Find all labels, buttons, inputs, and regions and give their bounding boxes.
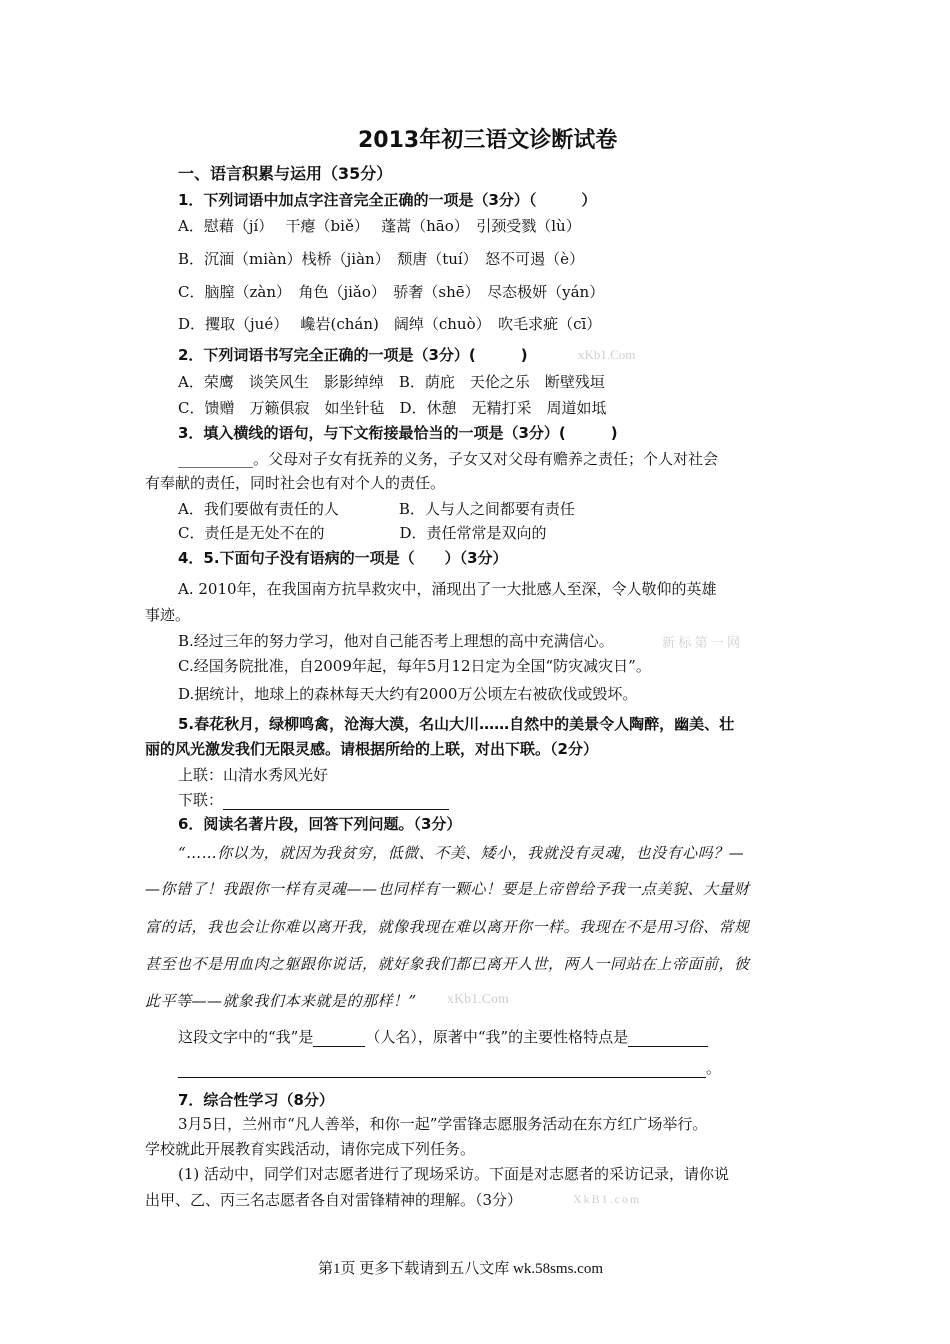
q4-stem: 4．5.下面句子没有语病的一项是（ ）（3分） <box>178 549 508 567</box>
q3-options-ab: A．我们要做有责任的人 B．人与人之间都要有责任 <box>178 500 575 518</box>
q6-question-part1: 这段文字中的“我”是 <box>178 1028 314 1046</box>
q6-trait-blank[interactable] <box>628 1030 708 1047</box>
q3-stem: 3．填入横线的语句，与下文衔接最恰当的一项是（3分）( ) <box>178 424 618 442</box>
q6-passage-line4: 甚至也不是用血肉之躯跟你说话，就好象我们都已离开人世，两人一同站在上帝面前，彼 <box>145 955 750 973</box>
q4-option-b: B.经过三年的努力学习，他对自己能否考上理想的高中充满信心。 <box>178 632 614 650</box>
q4-option-a-line1: A. 2010年，在我国南方抗旱救灾中，涌现出了一大批感人至深，令人敬仰的英雄 <box>178 580 717 598</box>
q7-stem: 7．综合性学习（8分） <box>178 1091 334 1109</box>
q2-options-ab: A．荣鹰 谈笑风生 影影绰绰 B．荫庇 天伦之乐 断壁残垣 <box>178 373 605 391</box>
q5-stem-line2: 丽的风光激发我们无限灵感。请根据所给的上联，对出下联。（2分） <box>145 740 598 758</box>
page-footer: 第1页 更多下载请到五八文库 wk.58sms.com <box>318 1261 604 1277</box>
q1-stem: 1．下列词语中加点字注音完全正确的一项是（3分）（ ） <box>178 191 597 209</box>
page-title: 2013年初三语文诊断试卷 <box>358 128 618 153</box>
watermark: xKb1.Com <box>578 347 636 362</box>
q6-passage-line3: 富的话，我也会让你难以离开我，就像我现在难以离开你一样。我现在不是用习俗、常规 <box>145 918 750 936</box>
q6-name-blank[interactable] <box>313 1030 365 1047</box>
watermark: xKb1.Com <box>447 992 509 1007</box>
q3-text-line2: 有奉献的责任，同时社会也有对个人的责任。 <box>145 474 446 492</box>
q6-question-line <box>178 1026 708 1047</box>
q3-text-line1: __________。父母对子女有抚养的义务，子女又对父母有赡养之责任；个人对社会 <box>178 450 719 468</box>
q1-option-c: C．脑膣（zàn） 角色（jiǎo） 骄奢（shē） 尽态极妍（yán） <box>178 283 605 301</box>
q7-para-line1: 3月5日，兰州市“凡人善举，和你一起”学雷锋志愿服务活动在东方红广场举行。 <box>178 1115 708 1133</box>
q6-question-part2: （人名），原著中“我”的主要性格特点是 <box>365 1028 629 1046</box>
q4-option-a-line2: 事迹。 <box>145 606 191 624</box>
q5-stem-line1: 5.春花秋月，绿柳鸣禽，沧海大漠，名山大川……自然中的美景令人陶醉，幽美、壮 <box>178 715 735 733</box>
q5-lower-couplet <box>178 789 449 810</box>
q6-passage-line2: —你错了！我跟你一样有灵魂——也同样有一颗心！要是上帝曾给予我一点美貌、大量财 <box>145 880 750 898</box>
q4-option-d: D.据统计，地球上的森林每天大约有2000万公顷左右被砍伐或毁坏。 <box>178 685 638 703</box>
q6-stem: 6．阅读名著片段，回答下列问题。（3分） <box>178 815 462 833</box>
q6-passage-line5: 此平等——就象我们本来就是的那样！” <box>145 992 417 1010</box>
watermark: 新 标 第 一 网 <box>662 635 741 650</box>
q5-lower-label: 下联： <box>178 791 224 809</box>
q6-continuation-line <box>178 1057 721 1078</box>
q3-options-cd: C．责任是无处不在的 D．责任常常是双向的 <box>178 524 547 542</box>
q1-option-d: D．攫取（jué） 巉岩(chán) 阔绰（chuò） 吹毛求疵（cī） <box>178 315 602 333</box>
q5-upper-couplet: 上联：山清水秀风光好 <box>178 766 329 784</box>
q1-option-a: A．慰藉（jí） 干瘪（biě） 蓬蒿（hāo） 引颈受戮（lù） <box>178 217 581 235</box>
q6-passage-line1: “……你以为，就因为我贫穷，低微、不美、矮小，我就没有灵魂，也没有心吗？— <box>178 844 745 862</box>
q6-end-mark: 。 <box>706 1059 722 1077</box>
q4-option-c: C.经国务院批准，自2009年起，每年5月12日定为全国“防灾减灾日”。 <box>178 657 651 675</box>
section-heading: 一、语言积累与运用（35分） <box>178 164 393 183</box>
q2-stem: 2．下列词语书写完全正确的一项是（3分）( ) <box>178 346 528 364</box>
q7-para-line2: 学校就此开展教育实践活动，请你完成下列任务。 <box>145 1140 476 1158</box>
q6-trait-blank-continued[interactable] <box>178 1061 706 1078</box>
q7-task1-line2: 出甲、乙、丙三名志愿者各自对雷锋精神的理解。（3分） <box>145 1191 523 1209</box>
q1-option-b: B．沉湎（miàn）栈桥（jiàn） 颓唐（tuí） 怒不可遏（è） <box>178 250 585 268</box>
q2-options-cd: C．馈赠 万籁俱寂 如坐针毡 D．休憩 无精打采 周道如坻 <box>178 399 607 417</box>
q5-answer-blank[interactable] <box>223 793 449 810</box>
watermark: XkB1.com <box>573 1192 642 1206</box>
q7-task1-line1: (1) 活动中，同学们对志愿者进行了现场采访。下面是对志愿者的采访记录，请你说 <box>178 1165 730 1183</box>
